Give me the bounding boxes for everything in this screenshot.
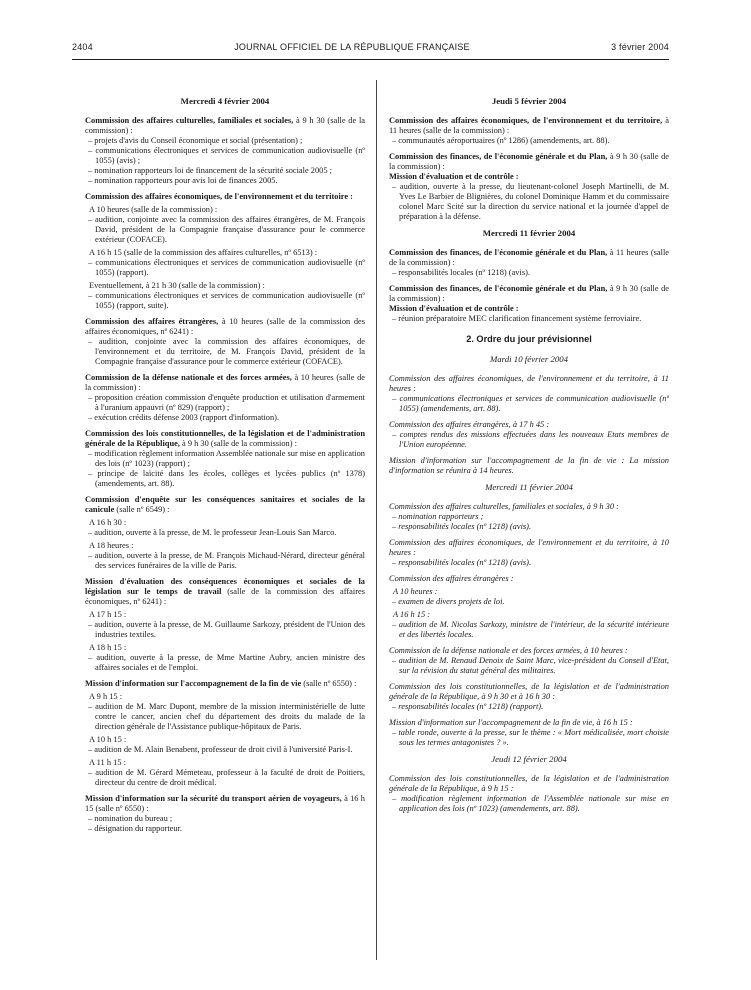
agenda-item: – audition de M. Renaud Denoix de Saint Marc, vice-président du Conseil d'Etat, sur la révision du statut général des militaires.: [392, 656, 669, 675]
meeting-time: A 16 h 30 :: [89, 518, 127, 527]
sub-mission-title: Mission d'évaluation et de contrôle :: [389, 304, 519, 313]
day-heading: Mardi 10 février 2004: [489, 354, 569, 364]
provisional-block: [389, 646, 669, 676]
meeting-time: à 10 heures (salle de la commission) :: [85, 373, 365, 392]
committee-name: Commission des finances, de l'économie générale et du Plan,: [389, 152, 608, 161]
agenda-item: – communications électroniques et services de communication audiovisuelle (nº 1055) (amendements, art. 88).: [392, 394, 669, 413]
agenda-block-canicule: [85, 495, 365, 571]
page-header: [72, 42, 669, 58]
meeting-time: A 9 h 15 :: [89, 692, 123, 701]
agenda-item: – audition, conjointe avec la commission des affaires étrangères, de M. François David, président de la Compagnie française d'assurance pour le commerce extérieur (COFACE).: [88, 215, 365, 244]
agenda-item: – communications électroniques et services de communication audiovisuelle (nº 1055) (avis) ;: [88, 146, 365, 165]
provisional-block: [389, 538, 669, 568]
agenda-item: – responsabilités locales (nº 1218) (rapport).: [392, 702, 544, 711]
committee-name: Commission d'enquête sur les conséquences sanitaires et sociales de la canicule: [85, 495, 365, 514]
meeting-time: à 11 heures (salle de la commission) :: [389, 116, 669, 135]
provisional-block: [389, 682, 669, 712]
agenda-block-defense: [85, 373, 365, 423]
left-column: [85, 92, 365, 840]
agenda-item: – désignation du rapporteur.: [88, 824, 182, 833]
agenda-block-culturelles: [85, 116, 365, 186]
meeting-time: (salle nº 6549) :: [114, 505, 170, 514]
agenda-item: – nomination rapporteurs pour avis loi de finances 2005.: [88, 176, 278, 185]
agenda-block-economiques: [85, 192, 365, 311]
committee-name: Mission d'information sur l'accompagnement de la fin de vie: [85, 679, 302, 688]
day-heading: Mercredi 4 février 2004: [180, 96, 270, 106]
agenda-item: – audition, conjointe avec la commission des affaires économiques, de l'environnement et du territoire, de M. François David, président de la Compagnie française d'assurance pour le commerce extérieur (COFACE).: [88, 337, 365, 366]
agenda-item: – exécution crédits défense 2003 (rapport d'information).: [88, 413, 280, 422]
committee-name: Commission des finances, de l'économie générale et du Plan,: [389, 284, 608, 293]
agenda-item: – communications électroniques et services de communication audiovisuelle (nº 1055) (rapport).: [88, 258, 365, 277]
day-heading: Mercredi 11 février 2004: [485, 482, 573, 492]
committee-name: Mission d'information sur la sécurité du transport aérien de voyageurs,: [85, 794, 342, 803]
meeting-time: à 9 h 30 (salle de la commission) :: [389, 152, 669, 171]
provisional-block: [389, 420, 669, 450]
section-title: 2. Ordre du jour prévisionnel: [466, 334, 592, 344]
meeting-time: A 16 h 15 (salle de la commission des affaires culturelles, nº 6513) :: [89, 248, 318, 257]
committee-text: Commission des lois constitutionnelles, de la législation et de l'administration générale de la République, à 9 h 30 et à 16 h 30 :: [389, 682, 669, 701]
agenda-item: – modification règlement information de l'Assemblée nationale sur mise en application des lois (nº 1023) (amendements, art. 88).: [392, 794, 669, 813]
meeting-time: à 11 heures (salle de la commission) :: [389, 248, 669, 267]
agenda-item: – nomination rapporteurs ;: [392, 512, 484, 521]
issue-date: 3 février 2004: [611, 42, 669, 52]
sub-mission-title: Mission d'évaluation et de contrôle :: [389, 172, 519, 181]
committee-name: Commission de la défense nationale et des forces armées,: [85, 373, 292, 382]
column-divider: [376, 80, 377, 960]
header-rule: [72, 59, 669, 60]
committee-text: Commission des lois constitutionnelles, de la législation et de l'administration générale de la République, à 9 h 15 :: [389, 774, 669, 793]
agenda-block-economiques: [389, 116, 669, 146]
agenda-block-transport-aerien: [85, 794, 365, 834]
agenda-item: – audition, ouverte à la presse, du lieutenant-colonel Joseph Martinelli, de M. Yves Le Barbier de Blignières, du colonel Dominique Hamm et du commissaire colonel Marc Scité sur la direction du service national et la journée d'appel de préparation à la défense.: [392, 182, 669, 221]
meeting-time: A 18 heures :: [89, 541, 134, 550]
meeting-time: à 9 h 30 (salle de la commission) :: [389, 284, 669, 303]
meeting-time: A 11 h 15 :: [89, 758, 126, 767]
journal-title: JOURNAL OFFICIEL DE LA RÉPUBLIQUE FRANÇAISE: [234, 42, 470, 52]
agenda-item: – nomination du bureau ;: [88, 814, 173, 823]
provisional-block: [389, 718, 669, 748]
agenda-item: – audition de M. Nicolas Sarkozy, ministre de l'intérieur, de la sécurité intérieure et des libertés locales.: [392, 620, 669, 639]
agenda-item: – audition, ouverte à la presse, de M. le professeur Jean-Louis San Marco.: [88, 528, 337, 537]
agenda-item: – table ronde, ouverte à la presse, sur le thème : « Mort médicalisée, mort choisie sous les termes antagonistes ? ».: [392, 728, 669, 747]
committee-name: Commission des lois constitutionnelles, de la législation et de l'administration générale de la République,: [85, 429, 365, 448]
day-heading: Mercredi 11 février 2004: [482, 228, 576, 238]
agenda-item: – proposition création commission d'enquête production et utilisation d'armement à l'uranium appauvri (nº 829) (rapport) ;: [88, 393, 365, 412]
meeting-time: (salle de la commission des affaires économiques, nº 6241) :: [85, 587, 365, 606]
meeting-time: A 16 h 15 :: [393, 610, 431, 619]
committee-name: Commission des affaires économiques, de l'environnement et du territoire,: [389, 116, 663, 125]
agenda-block-finances: [389, 284, 669, 324]
agenda-item: – audition de M. Gérard Mémeteau, professeur à la faculté de droit de Poitiers, directeur du centre de droit médical.: [88, 768, 365, 787]
committee-text: Commission de la défense nationale et des forces armées, à 10 heures :: [389, 646, 628, 655]
committee-name: Mission d'évaluation des conséquences économiques et sociales de la législation sur le temps de travail: [85, 577, 365, 596]
agenda-item: – communautés aéroportuaires (nº 1286) (amendements, art. 88).: [392, 136, 610, 145]
agenda-item: – principe de laïcité dans les écoles, collèges et lycées publics (nº 1378) (amendements, art. 88).: [88, 469, 365, 488]
provisional-block: [389, 574, 669, 640]
committee-text: Commission des affaires étrangères, à 17 h 45 :: [389, 420, 550, 429]
meeting-time: Eventuellement, à 21 h 30 (salle de la commission) :: [89, 281, 265, 290]
day-heading: Jeudi 5 février 2004: [491, 96, 567, 106]
committee-text: Mission d'information sur l'accompagnement de la fin de vie, à 16 h 15 :: [389, 718, 633, 727]
provisional-block: [389, 456, 669, 476]
agenda-item: – audition, ouverte à la presse, de M. Guillaume Sarkozy, président de l'Union des industries textiles.: [88, 620, 365, 639]
provisional-block: [389, 502, 669, 532]
meeting-time: A 18 h 15 :: [89, 643, 127, 652]
agenda-item: – projets d'avis du Conseil économique et social (présentation) ;: [88, 136, 303, 145]
agenda-item: – communications électroniques et services de communication audiovisuelle (nº 1055) (rapport, suite).: [88, 291, 365, 310]
committee-name: Commission des affaires étrangères,: [85, 317, 219, 326]
meeting-time: à 10 heures (salle de la commission des affaires économiques, nº 6241) :: [85, 317, 365, 336]
agenda-item: – responsabilités locales (nº 1218) (avis).: [392, 268, 530, 277]
committee-text: Commission des affaires économiques, de l'environnement et du territoire, à 11 heures :: [389, 374, 669, 393]
agenda-item: – examen de divers projets de loi.: [392, 597, 505, 606]
committee-text: Mission d'information sur l'accompagnement de la fin de vie : La mission d'information se réunira à 14 heures.: [389, 456, 669, 475]
agenda-item: – responsabilités locales (nº 1218) (avis).: [392, 558, 532, 567]
agenda-block-etrangeres: [85, 317, 365, 367]
meeting-time: (salle nº 6550) :: [301, 679, 357, 688]
agenda-item: – comptes rendus des missions effectuées dans les nouveaux Etats membres de l'Union européenne.: [392, 430, 669, 449]
agenda-item: – responsabilités locales (nº 1218) (avis).: [392, 522, 532, 531]
page-number: 2404: [72, 42, 93, 52]
committee-name: Commission des finances, de l'économie générale et du Plan,: [389, 248, 608, 257]
provisional-block: [389, 774, 669, 814]
meeting-time: A 10 heures :: [393, 587, 438, 596]
day-heading: Jeudi 12 février 2004: [491, 754, 567, 764]
committee-text: Commission des affaires économiques, de l'environnement et du territoire, à 10 heures :: [389, 538, 669, 557]
agenda-item: – audition de M. Alain Benabent, professeur de droit civil à l'université Paris-I.: [88, 745, 353, 754]
committee-name: Commission des affaires culturelles, familiales et sociales,: [85, 116, 294, 125]
meeting-time: A 10 h 15 :: [89, 735, 127, 744]
meeting-time: A 10 heures (salle de la commission) :: [89, 205, 218, 214]
agenda-item: – réunion préparatoire MEC clarification financement système ferroviaire.: [392, 314, 642, 323]
committee-name: Commission des affaires économiques, de l'environnement et du territoire :: [85, 192, 353, 201]
meeting-time: A 17 h 15 :: [89, 610, 127, 619]
agenda-block-finances: [389, 248, 669, 278]
meeting-time: à 9 h 30 (salle de la commission) :: [179, 439, 297, 448]
agenda-block-fin-de-vie: [85, 679, 365, 788]
agenda-item: – audition, ouverte à la presse, de Mme Martine Aubry, ancien ministre des affaires sociales et de l'emploi.: [88, 653, 365, 672]
committee-text: Commission des affaires étrangères :: [389, 574, 514, 583]
committee-text: Commission des affaires culturelles, familiales et sociales, à 9 h 30 :: [389, 502, 619, 511]
agenda-item: – modification règlement information Assemblée nationale sur mise en application des lois (nº 1023) (rapport) ;: [88, 449, 365, 468]
meeting-time: à 16 h 15 (salle nº 6550) :: [85, 794, 365, 813]
agenda-block-finances: [389, 152, 669, 222]
agenda-item: – audition, ouverte à la presse, de M. François Michaud-Nérard, directeur général des services funéraires de la ville de Paris.: [88, 551, 365, 570]
agenda-block-temps-de-travail: [85, 577, 365, 673]
agenda-item: – nomination rapporteurs loi de financement de la sécurité sociale 2005 ;: [88, 166, 332, 175]
provisional-block: [389, 374, 669, 414]
right-column: [389, 92, 669, 820]
agenda-block-lois: [85, 429, 365, 489]
meeting-time: à 9 h 30 (salle de la commission) :: [85, 116, 365, 135]
agenda-item: – audition de M. Marc Dupont, membre de la mission interministérielle de lutte contre le cancer, ancien chef du département des droits du malade de la direction générale de l'Assistance publique-hôpitaux de Paris.: [88, 702, 365, 731]
